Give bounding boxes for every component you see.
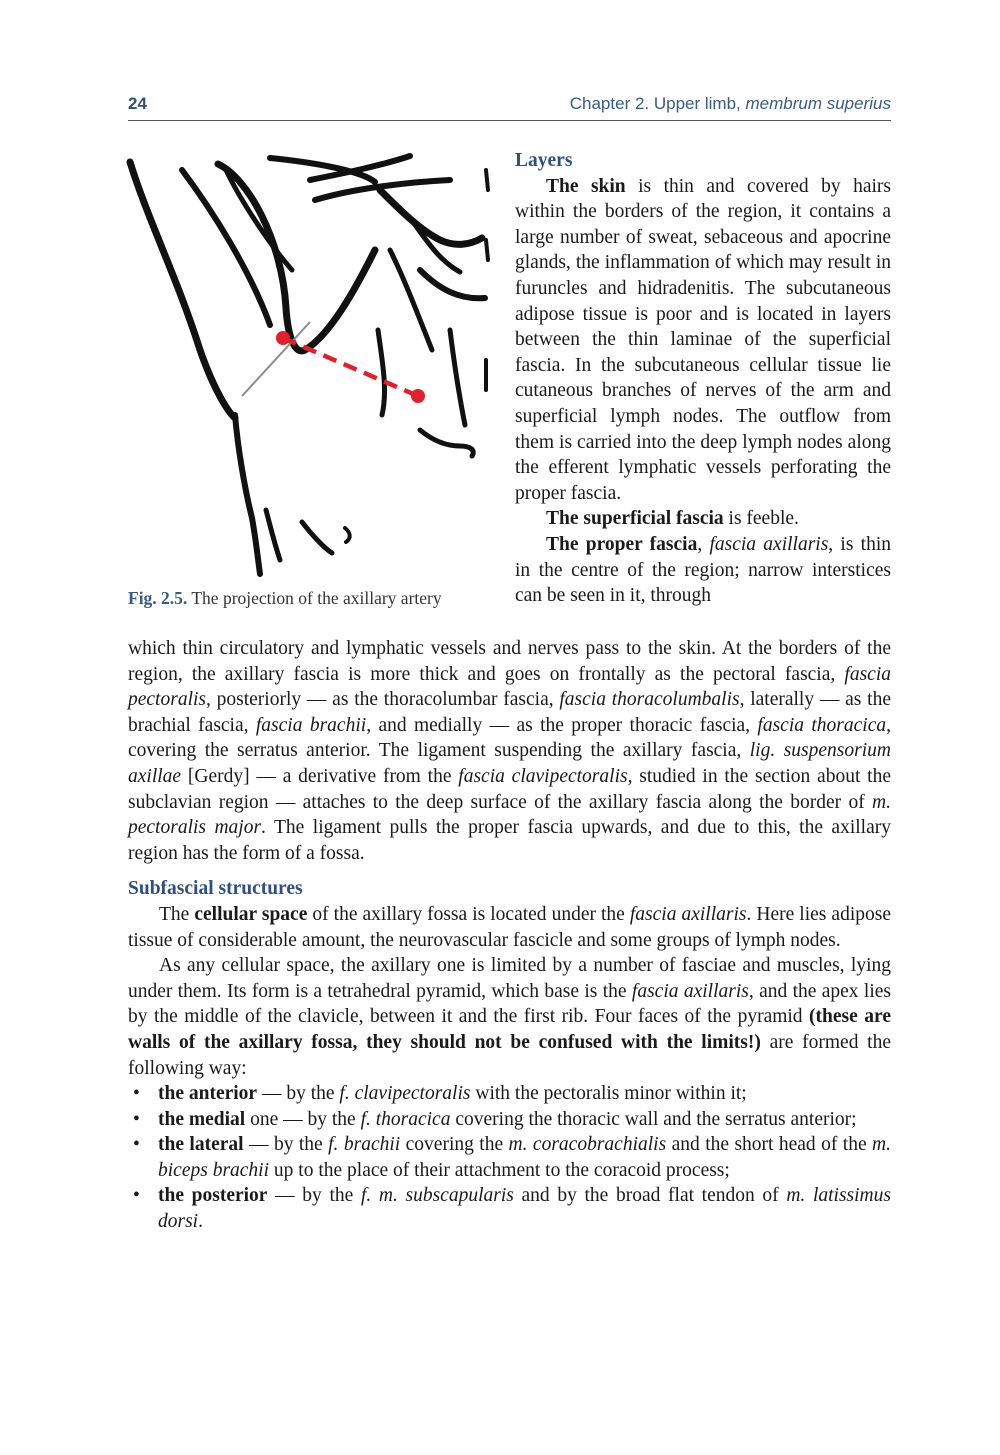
projection-start-point	[276, 331, 290, 345]
skin-paragraph: The skin is thin and covered by hairs within the borders of the region, it contains a large number of sweat, sebaceous and apocrine glands, the inflammation of which may result in furuncles and hidradenitis. The subcutaneous adipose tissue is poor and is located in layers between the thin laminae of the superficial fascia. In the subcutaneous cellular tissue lie cutaneous branches of nerves of the arm and superficial lymph nodes. The outflow from them is carried into the deep lymph nodes along the efferent lymphatic vessels perforating the proper fascia.	[515, 175, 891, 504]
projection-end-point	[411, 389, 425, 403]
figure-caption: Fig. 2.5. The projection of the axillary artery	[128, 588, 442, 608]
edge-tick-2	[486, 240, 488, 260]
axilla-line-drawing	[120, 150, 492, 580]
lateral-chest-line	[302, 522, 332, 553]
sternal-line	[450, 330, 465, 425]
subfascial-heading: Subfascial structures	[128, 878, 303, 900]
jaw-contour	[420, 270, 485, 298]
list-item: • the posterior — by the f. m. subscapularis and by the broad flat tendon of m. latissimus dorsi.	[128, 1183, 891, 1234]
proper-fascia-paragraph-continued: which thin circulatory and lymphatic vessels and nerves pass to the skin. At the borders of the region, the axillary fascia is more thick and goes on frontally as the pectoral fascia, fascia pectoralis, posteriorly — as the thoracolumbar fascia, fascia thoracolumbalis, laterally — as the brachial fascia, fascia brachii, and medially — as the proper thoracic fascia, fascia thoracica, covering the serratus anterior. The ligament suspending the axillary fascia, lig. suspensorium axillae [Gerdy] — a derivative from the fascia clavipectoralis, studied in the section about the subclavian region — attaches to the deep surface of the axillary fascia along the border of m. pectoralis major. The ligament pulls the proper fascia upwards, and due to this, the axillary region has the form of a fossa.	[128, 638, 891, 864]
neck-contour	[380, 190, 482, 244]
cellular-space-paragraph: The cellular space of the axillary fossa is located under the fascia axillaris. Here lies adipose tissue of considerable amount, the neurovascular fascicle and some groups of lymph nodes.	[128, 903, 891, 951]
chest-line	[390, 250, 432, 350]
axillary-artery-figure	[120, 150, 492, 580]
torso-left-edge	[235, 415, 260, 574]
chapter-title: Chapter 2. Upper limb, membrum superius	[569, 94, 891, 113]
arm-outline-left	[130, 162, 235, 418]
layers-heading: Layers	[515, 150, 573, 171]
rib-contour	[266, 510, 280, 560]
main-text	[128, 636, 891, 1235]
rib-line	[378, 330, 385, 415]
layers-column	[515, 148, 891, 609]
list-item: • the lateral — by the f. brachii covering the m. coracobrachialis and the short head of the m. biceps brachii up to the place of their attachment to the coracoid process;	[128, 1132, 891, 1183]
nipple-contour	[420, 430, 473, 456]
axillary-artery-projection	[283, 338, 418, 396]
edge-tick-1	[486, 170, 488, 190]
page-number: 24	[128, 94, 147, 113]
list-item: • the medial one — by the f. thoracica covering the thoracic wall and the serratus anterior;	[128, 1107, 891, 1133]
pyramid-paragraph: As any cellular space, the axillary one is limited by a number of fasciae and muscles, lying under them. Its form is a tetrahedral pyramid, which base is the fascia axillaris, and the apex lies by the middle of the clavicle, between it and the first rib. Four faces of the pyramid (these are walls of the axillary fossa, they should not be confused with the limits!) are formed the following way:	[128, 955, 891, 1079]
list-item: • the anterior — by the f. clavipectoralis with the pectoralis minor within it;	[128, 1081, 891, 1107]
superficial-fascia-paragraph: The superficial fascia is feeble.	[546, 508, 799, 530]
proper-fascia-paragraph-start: The proper fascia, fascia axillaris, is thin in the centre of the region; narrow interstices can be seen in it, through	[515, 533, 891, 607]
umbilical-mark	[345, 528, 350, 542]
running-header	[128, 94, 891, 121]
walls-list	[128, 1081, 891, 1235]
pointer-line	[242, 322, 310, 396]
arm-inner-contour	[182, 170, 270, 325]
